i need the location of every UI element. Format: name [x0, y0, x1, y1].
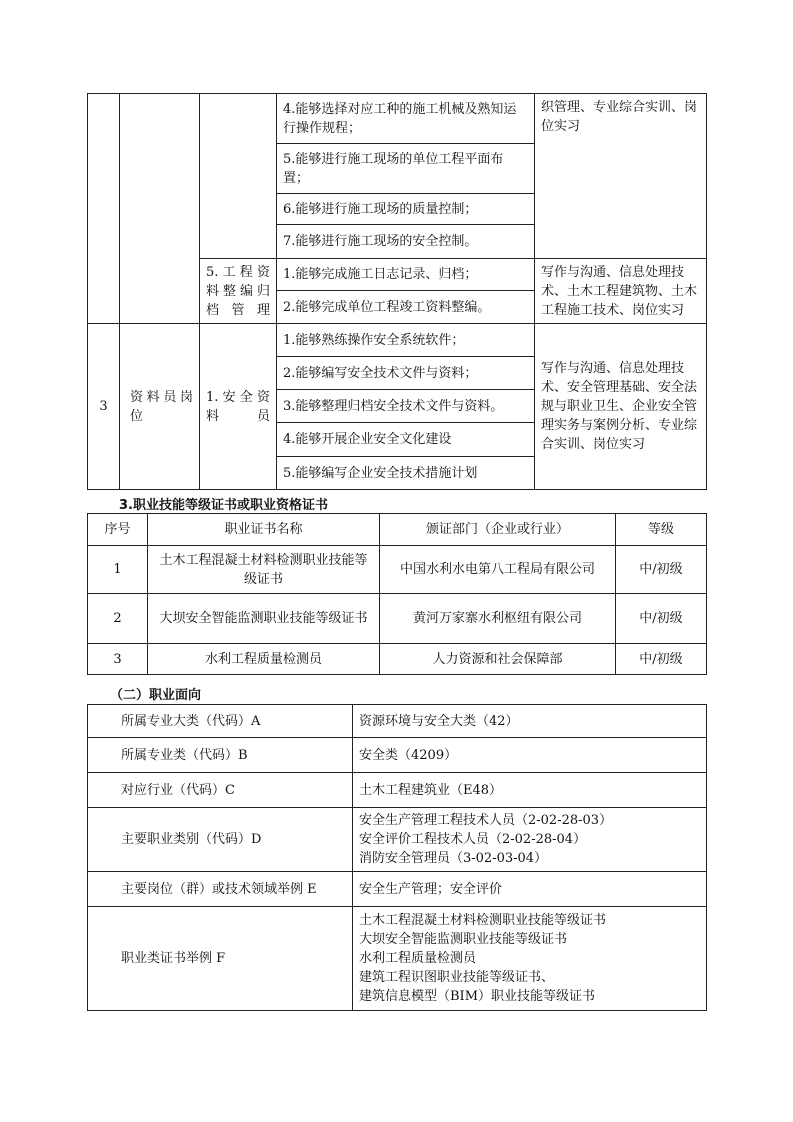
- ability-item: 5.能够编写企业安全技术措施计划: [277, 457, 535, 490]
- course-cell: 写作与沟通、信息处理技术、土木工程建筑物、土木工程施工技术、岗位实习: [535, 259, 707, 324]
- cert-name: 大坝安全智能监测职业技能等级证书: [148, 594, 380, 644]
- section-heading-career: （二）职业面向: [110, 688, 202, 703]
- header-cell: 等级: [616, 514, 707, 546]
- job-ability-table: [87, 93, 707, 490]
- field-label: 对应行业（代码）C: [88, 773, 353, 808]
- cert-no: 2: [88, 594, 148, 644]
- certificate-table: [87, 513, 707, 675]
- field-value: [353, 773, 707, 808]
- header-cell: 颁证部门（企业或行业）: [380, 514, 616, 546]
- row-number: 3: [88, 324, 120, 490]
- course-cell: 织管理、专业综合实训、岗位实习: [535, 94, 707, 259]
- ability-item: 1.能够熟练操作安全系统软件；: [277, 324, 535, 357]
- field-value: [353, 872, 707, 907]
- cert-name: 土木工程混凝土材料检测职业技能等级证书: [148, 546, 380, 594]
- header-cell: 序号: [88, 514, 148, 546]
- ability-item: 4.能够开展企业安全文化建设: [277, 423, 535, 457]
- ability-item: 4.能够选择对应工种的施工机械及熟知运行操作规程；: [277, 94, 535, 144]
- field-label: 主要职业类别（代码）D: [88, 808, 353, 872]
- cert-level: 中/初级: [616, 594, 707, 644]
- cell-empty-no: [88, 94, 120, 324]
- ability-item: 5.能够进行施工现场的单位工程平面布置；: [277, 144, 535, 194]
- table-row: [88, 738, 707, 773]
- field-value: [353, 808, 707, 872]
- field-value: [353, 907, 707, 1011]
- table-row: [88, 644, 707, 675]
- value-line: 水利工程质量检测员: [359, 951, 477, 966]
- cert-issuer: 中国水利水电第八工程局有限公司: [380, 546, 616, 594]
- cert-no: 1: [88, 546, 148, 594]
- table-row: [88, 594, 707, 644]
- course-cell: 写作与沟通、信息处理技术、安全管理基础、安全法规与职业卫生、企业安全管理实务与案例分析、专业综合实训、岗位实习: [535, 324, 707, 490]
- ability-item: 2.能够完成单位工程竣工资料整编。: [277, 291, 535, 324]
- table-row: [88, 546, 707, 594]
- value-line: 安全生产管理；安全评价: [359, 881, 503, 897]
- value-line: 消防安全管理员（3-02-03-04）: [359, 851, 548, 866]
- task-cell: 5.工程资料整编归档管理: [200, 259, 277, 324]
- cert-issuer: 人力资源和社会保障部: [380, 644, 616, 675]
- section-heading-certificates: 3.职业技能等级证书或职业资格证书: [119, 498, 328, 513]
- ability-item: 1.能够完成施工日志记录、归档；: [277, 259, 535, 291]
- table-row: [88, 872, 707, 907]
- value-line: 安全类（4209）: [359, 747, 458, 763]
- ability-item: 3.能够整理归档安全技术文件与资料。: [277, 390, 535, 423]
- table-row: [88, 808, 707, 872]
- cert-level: 中/初级: [616, 644, 707, 675]
- value-line: 建筑工程识图职业技能等级证书、: [359, 970, 555, 985]
- career-orientation-table: [87, 704, 707, 1011]
- value-line: 土木工程混凝土材料检测职业技能等级证书: [359, 913, 607, 928]
- value-line: 资源环境与安全大类（42）: [359, 713, 519, 729]
- field-value: [353, 705, 707, 738]
- table-row: [88, 907, 707, 1011]
- field-value: [353, 738, 707, 773]
- table-row: [88, 705, 707, 738]
- cert-level: 中/初级: [616, 546, 707, 594]
- value-line: 安全生产管理工程技术人员（2-02-28-03）: [359, 813, 613, 828]
- value-line: 安全评价工程技术人员（2-02-28-04）: [359, 832, 587, 847]
- task-cell: 1.安全资料员: [200, 324, 277, 490]
- field-label: 所属专业类（代码）B: [88, 738, 353, 773]
- field-label: 所属专业大类（代码）A: [88, 705, 353, 738]
- cert-no: 3: [88, 644, 148, 675]
- ability-item: 6.能够进行施工现场的质量控制；: [277, 194, 535, 225]
- post-cell: 资料员岗位: [120, 324, 200, 490]
- cert-issuer: 黄河万家寨水利枢纽有限公司: [380, 594, 616, 644]
- field-label: 主要岗位（群）或技术领域举例 E: [88, 872, 353, 907]
- cell-empty-post: [120, 94, 200, 324]
- cert-name: 水利工程质量检测员: [148, 644, 380, 675]
- cell-empty-task: [200, 94, 277, 259]
- value-line: 大坝安全智能监测职业技能等级证书: [359, 932, 568, 947]
- ability-item: 2.能够编写安全技术文件与资料；: [277, 357, 535, 390]
- table-row: [88, 773, 707, 808]
- value-line: 土木工程建筑业（E48）: [359, 782, 503, 798]
- field-label: 职业类证书举例 F: [88, 907, 353, 1011]
- header-cell: 职业证书名称: [148, 514, 380, 546]
- ability-item: 7.能够进行施工现场的安全控制。: [277, 225, 535, 259]
- value-line: 建筑信息模型（BIM）职业技能等级证书: [359, 989, 595, 1004]
